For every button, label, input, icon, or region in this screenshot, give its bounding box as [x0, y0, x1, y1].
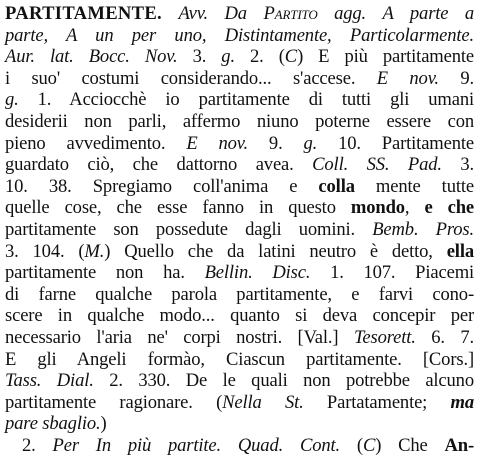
citation-source: Bellin. Disc. [204, 262, 311, 284]
space [355, 68, 376, 89]
citation-text: necessario l'aria ne' corpi nostri. [Val.] [5, 326, 339, 348]
etymology-source: Partito [263, 3, 318, 24]
editorial-note: pare sbaglio. [5, 413, 101, 435]
citation-text-bold: mondo [350, 197, 405, 219]
space [247, 3, 264, 24]
citation-text: pieno avvedimento. [5, 132, 166, 154]
entry-line-2 [0, 25, 474, 47]
editorial-note-bold: ma [450, 391, 474, 413]
space [74, 46, 89, 67]
citation-text: Partatamente; [303, 391, 451, 413]
citation-source: g. [5, 89, 19, 111]
citation-text: 3. 104. ( [5, 240, 85, 262]
citation-text: 1. 107. Piacemi [310, 262, 474, 284]
citation-source: Aur. lat. [5, 46, 74, 68]
citation-text: ) Che [375, 434, 445, 456]
citation-text: i suo' costumi considerando... s'accese. [5, 67, 356, 89]
etymology-pos: agg. [334, 3, 367, 24]
citation-source: E nov. [186, 132, 248, 154]
citation-source: Coll. SS. Pad. [312, 154, 442, 176]
citation-text: ) [100, 413, 107, 435]
citation-text-bold: An- [444, 434, 474, 456]
citation-text: partitamente ragionare. ( [5, 391, 223, 413]
citation-text: E gli Angeli formào, Ciascun partitamente. [Cors.] [5, 348, 474, 370]
citation-source: g. [221, 46, 235, 68]
citation-mark: M. [84, 240, 105, 262]
space [318, 3, 335, 24]
citation-text: desiderii non parli, affermo niuno poterne essere con [5, 110, 474, 132]
citation-text: di farne qualche parola partitamente, e farvi cono- [5, 283, 474, 305]
entry-line-17 [0, 349, 474, 371]
citation-text: 3. [441, 154, 474, 176]
space [208, 3, 225, 24]
citation-text-bold: colla [318, 175, 355, 197]
editorial-note: Nella St. [222, 391, 304, 413]
citation-text: 10. 38. Spregiamo coll'anima e [5, 175, 319, 197]
citation-text: 1. Acciocchè io partitamente di tutti gli umani [18, 89, 474, 111]
citation-text: mente tutte [354, 175, 474, 197]
space [162, 3, 179, 24]
sense-number: 2. [22, 434, 53, 456]
citation-source: Bocc. Nov. [88, 46, 178, 68]
citation-text: 9. [438, 67, 474, 89]
space [185, 262, 205, 283]
entry-line-6 [0, 111, 474, 133]
citation-text: quelle cose, che esse fanno in questo [5, 197, 351, 219]
citation-text: ) E più partitamente [297, 46, 474, 68]
entry-line-10 [0, 197, 474, 219]
entry-line-13 [0, 262, 474, 284]
definition-text: A parte a [382, 3, 474, 24]
citation-source: Tesorett. [353, 326, 416, 348]
entry-line-14 [0, 284, 474, 306]
citation-text: partitamente non ha. [5, 262, 185, 284]
space [366, 3, 383, 24]
entry-line-21 [0, 435, 474, 456]
part-of-speech: Avv. [178, 3, 209, 24]
entry-line-15 [0, 305, 474, 327]
entry-line-5 [0, 89, 474, 111]
citation-text: 3. [177, 46, 222, 68]
citation-text: 9. [247, 132, 304, 154]
entry-line-20 [0, 413, 479, 435]
citation-text: partitamente son possedute dagli uomini. [5, 218, 356, 240]
citation-text: 6. 7. [415, 326, 474, 348]
citation-text: , [404, 197, 425, 219]
entry-line-7 [0, 133, 474, 155]
citation-mark: C [284, 46, 298, 68]
entry-line-8 [0, 154, 474, 176]
citation-text-bold: e che [424, 197, 474, 219]
citation-text: 2. ( [234, 46, 285, 68]
citation-text: guardato ciò, che dattorno avea. [5, 154, 294, 176]
entry-line-3 [0, 46, 474, 68]
entry-line-18 [0, 370, 474, 392]
entry-line-4 [0, 68, 474, 90]
space [338, 327, 353, 348]
citation-source: g. [303, 132, 318, 154]
citation-text: scere in qualche modo... quanto si deva concepir per [5, 305, 474, 327]
citation-text: ( [340, 434, 363, 456]
citation-text: ) Quello che da latini neutro è detto, [104, 240, 447, 262]
entry-line-19 [0, 392, 474, 414]
citation-text: 10. Partitamente [317, 132, 474, 154]
citation-text-bold: ella [446, 240, 474, 262]
citation-source: Bemb. Pros. [372, 218, 474, 240]
etymology-prep: Da [224, 3, 247, 24]
definition-text: parte, A un per uno, Distintamente, Particolarmente. [5, 24, 474, 46]
citation-text: 2. 330. De le quali non potrebbe alcuno [93, 370, 474, 392]
definition-text: Per In più partite. Quad. Cont. [52, 434, 341, 456]
space [294, 154, 313, 175]
citation-mark: C [362, 434, 376, 456]
entry-line-12 [0, 241, 474, 263]
entry-line-11 [0, 219, 474, 241]
headword: PARTITAMENTE. [5, 3, 162, 24]
citation-source: Tass. Dial. [5, 370, 94, 392]
citation-source: E nov. [376, 67, 439, 89]
space [355, 219, 372, 240]
space [165, 133, 186, 154]
entry-line-1 [0, 3, 474, 25]
entry-line-16 [0, 327, 474, 349]
entry-line-9 [0, 176, 474, 198]
